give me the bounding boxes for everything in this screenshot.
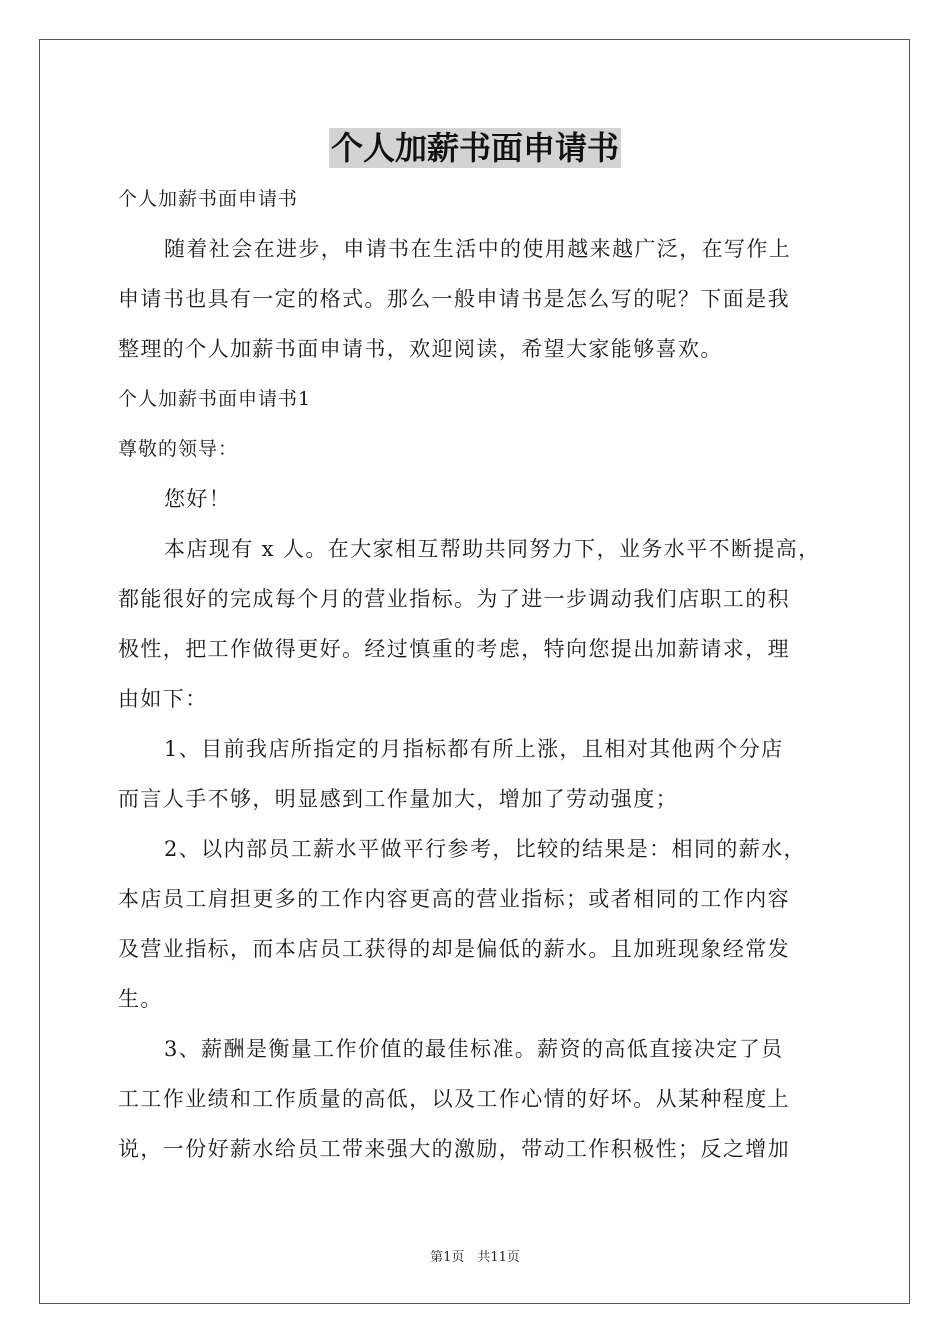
title-container <box>0 128 950 168</box>
body-line: 个人加薪书面申请书1 <box>118 388 312 410</box>
document-body <box>118 174 834 1174</box>
body-line: 及营业指标，而本店员工获得的却是偏低的薪水。且加班现象经常发 <box>118 937 790 961</box>
body-line: 生。 <box>118 987 163 1011</box>
body-line: 个人加薪书面申请书 <box>118 188 299 210</box>
body-line: 工工作业绩和工作质量的高低，以及工作心情的好坏。从某种程度上 <box>118 1087 790 1111</box>
body-line: 尊敬的领导： <box>118 438 239 460</box>
page-footer: 第1页 共11页 <box>430 1250 520 1265</box>
body-line: 本店现有 x 人。在大家相互帮助共同努力下，业务水平不断提高， <box>164 537 821 561</box>
body-line: 极性，把工作做得更好。经过慎重的考虑，特向您提出加薪请求，理 <box>118 637 790 661</box>
body-line: 说，一份好薪水给员工带来强大的激励，带动工作积极性；反之增加 <box>118 1137 790 1161</box>
body-line: 本店员工肩担更多的工作内容更高的营业指标；或者相同的工作内容 <box>118 887 790 911</box>
body-line: 3、薪酬是衡量工作价值的最佳标准。薪资的高低直接决定了员 <box>164 1037 784 1061</box>
body-line: 1、目前我店所指定的月指标都有所上涨，且相对其他两个分店 <box>164 737 784 761</box>
body-line: 而言人手不够，明显感到工作量加大，增加了劳动强度； <box>118 787 678 811</box>
body-line: 由如下： <box>118 687 208 711</box>
body-line: 随着社会在进步，申请书在生活中的使用越来越广泛，在写作上 <box>164 237 792 261</box>
body-line: 整理的个人加薪书面申请书，欢迎阅读，希望大家能够喜欢。 <box>118 337 723 361</box>
body-line: 申请书也具有一定的格式。那么一般申请书是怎么写的呢？下面是我 <box>118 287 790 311</box>
body-line: 您好！ <box>164 487 232 511</box>
document-title: 个人加薪书面申请书 <box>330 129 619 167</box>
body-line: 都能很好的完成每个月的营业指标。为了进一步调动我们店职工的积 <box>118 587 790 611</box>
body-line: 2、以内部员工薪水平做平行参考，比较的结果是：相同的薪水， <box>164 837 806 861</box>
